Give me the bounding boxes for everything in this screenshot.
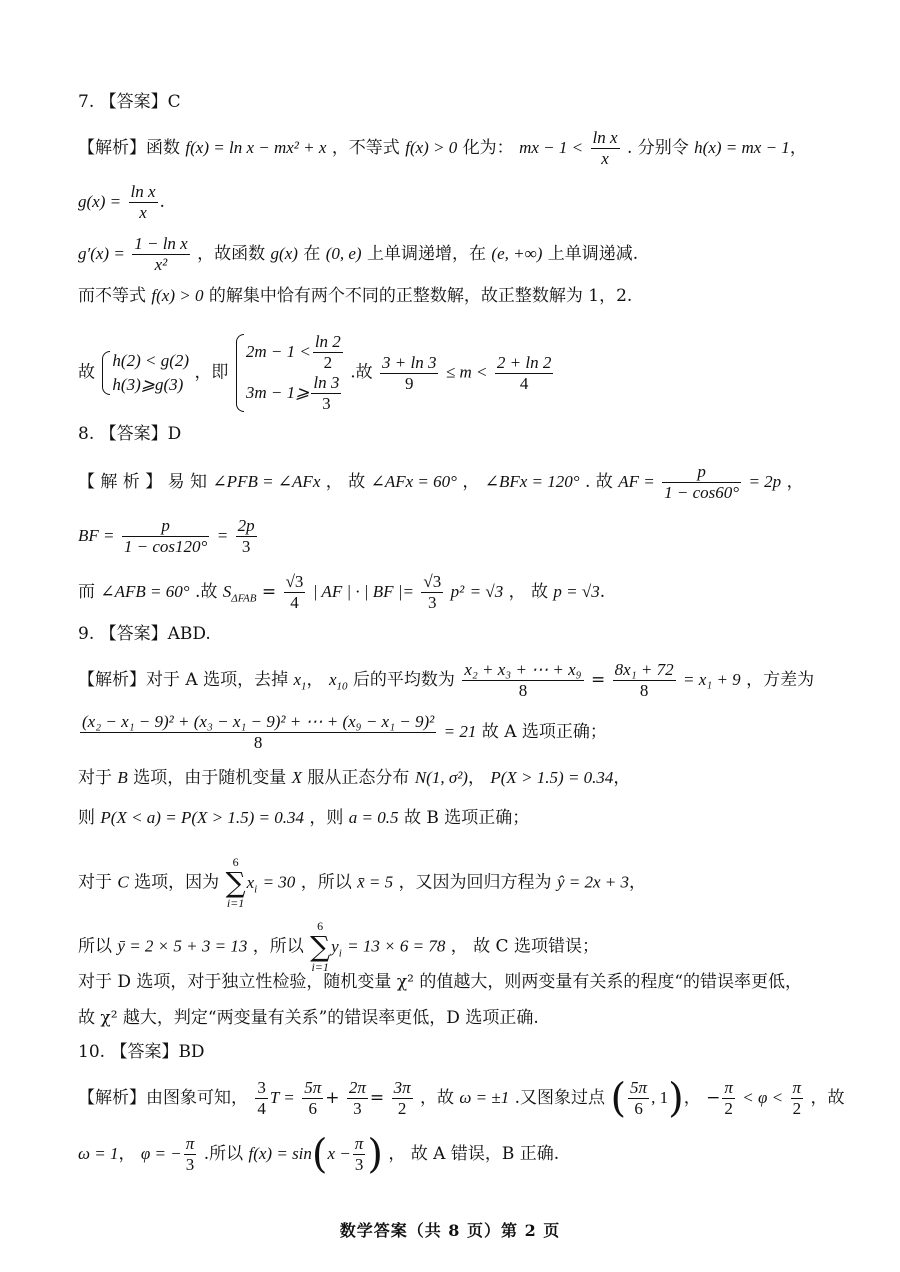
fraction-lnx-over-x: $\frac{\text{ln x}}{x}$ bbox=[130, 182, 156, 222]
text: ，即 bbox=[194, 362, 229, 383]
expression: | AF | · | BF |= bbox=[312, 582, 414, 601]
expression: BF = bbox=[78, 526, 115, 545]
fraction-af: $\frac{p}{1 - \cos 60^\circ}$ bbox=[664, 462, 740, 502]
q7-line5 bbox=[78, 332, 555, 414]
expression: mx − 1 < bbox=[519, 138, 584, 157]
fraction-variance: $\frac{\text{(x₂ − x₁ − 9)² + (x₃ − x₁ − 9)² + ⋯ + (x₉ − x₁ − 9)²}}{8}$ bbox=[82, 712, 435, 752]
probability: P(X > 1.5) = 0.34 bbox=[490, 768, 614, 787]
fraction-sqrt3-over-4: $\frac{√3}{4}$ bbox=[285, 572, 304, 612]
text: . 故 bbox=[584, 472, 613, 492]
inequality: f(x) > 0 bbox=[151, 286, 204, 305]
summation-x: 6 ∑ i=1 bbox=[225, 855, 246, 910]
text: ， 故 bbox=[325, 472, 366, 492]
text: . 分别令 bbox=[626, 138, 689, 158]
q9-line8: 故 χ² 越大，判定“两变量有关系”的错误率更低，D 选项正确. bbox=[78, 1008, 539, 1028]
text: .故 bbox=[194, 582, 218, 602]
regression-equation: ŷ = 2x + 3 bbox=[556, 872, 630, 892]
q8-line1: 【 解 析 】 易 知 ∠PFB = ∠AFx ， 故 ∠AFx = 60° ， ∠BFx = 120° . 故 AF = $\frac{p}{1 - \cos 60^\circ}$ = 2p ， bbox=[78, 462, 804, 502]
fraction-sqrt3-over-3: $\frac{√3}{3}$ bbox=[423, 572, 442, 612]
q9-line2: $\frac{\text{(x₂ − x₁ − 9)² + (x₃ − x₁ − 9)² + ⋯ + (x₉ − x₁ − 9)²}}{8}$ = 21 故 A 选项正确； bbox=[82, 712, 607, 752]
text: .故 bbox=[350, 362, 373, 383]
fraction-derivative: $\frac{\text{1 − ln x}}{\text{x²}}$ bbox=[134, 234, 188, 274]
g-definition: g(x) = bbox=[78, 192, 122, 211]
q9-line3: 对于 B 选项，由于随机变量 X 服从正态分布 N(1, σ²)， P(X > 1.5) = 0.34， bbox=[78, 768, 631, 788]
inequality: f(x) > 0 bbox=[405, 138, 458, 157]
q9-line6: 所以 ȳ = 2 × 5 + 3 = 13 ，所以 6 ∑ $i=1y_i = 13 \times 6 = 78$ ， 故 C 选项错误； bbox=[78, 919, 599, 974]
expression: ≤ m < bbox=[445, 362, 488, 382]
system-of-inequalities: 2m − 1 < $\frac{\ln 2}{2}$ 3m − 1⩾ $\frac{\ln 3}{3}$ bbox=[234, 332, 345, 414]
text: 在 bbox=[303, 244, 321, 264]
q7-heading: 7. 【答案】C bbox=[78, 92, 181, 112]
function-definition: f(x) = ln x − mx² + x bbox=[185, 138, 327, 157]
q7-line4 bbox=[78, 284, 632, 308]
text: 【 解 析 】 易 知 bbox=[78, 472, 208, 492]
text: ，故函数 bbox=[197, 244, 266, 264]
summation-y: 6 ∑ i=1 bbox=[310, 919, 331, 974]
angle-equation: ∠BFx = 120° bbox=[484, 472, 580, 491]
text: 的解集中恰有两个不同的正整数解，故正整数解为 1，2. bbox=[208, 286, 633, 306]
fraction-pi-over-2: $\frac{\pi}{2}$ bbox=[724, 1078, 733, 1118]
q10-heading: 10. 【答案】BD bbox=[78, 1042, 205, 1062]
omega-value: ω = 1 bbox=[78, 1144, 119, 1163]
text: 【解析】对于 A 选项，去掉 bbox=[78, 670, 289, 690]
q9-heading: 9. 【答案】ABD. bbox=[78, 624, 211, 644]
fraction-bf: $\frac{p}{1 - \cos 120^\circ}$ bbox=[123, 516, 208, 556]
q8-line3: 而 ∠AFB = 60° .故 $S_{\Delta FAB}$ = $\frac{√3}{4}$ | AF | · | BF |= $\frac{√3}{3}$ p² = √3 ， 故 p = √3. bbox=[78, 572, 606, 612]
text: ，不等式 bbox=[331, 138, 400, 158]
fraction-2pi-over-3: $\frac{2\pi}{3}$ bbox=[348, 1078, 366, 1118]
q9-line5: 对于 C 选项，因为 6 ∑ $i=1x_i = 30$ ，所以 x̄ = 5 ，又因为回归方程为 ŷ = 2x + 3， bbox=[78, 855, 647, 910]
angle-equation: ∠PFB = ∠AFx bbox=[212, 472, 321, 491]
q7-line3 bbox=[78, 234, 638, 275]
expression: = 2p bbox=[748, 472, 782, 491]
angle-equation: ∠AFx = 60° bbox=[370, 472, 457, 491]
system-of-inequalities: h(2) < g(2) h(3)⩾g(3) bbox=[100, 349, 189, 397]
omega-value: ω = ±1 bbox=[459, 1088, 510, 1107]
interval: (0, e) bbox=[325, 244, 362, 263]
fraction-mean: $\frac{\text{x₂ + x₃ + ⋯ + x₉}}{8}$ bbox=[464, 660, 582, 700]
q7-line2: g(x) = $\frac{\text{ln x}}{x}$ . bbox=[78, 182, 165, 222]
q9-line4: 则 P(X < a) = P(X > 1.5) = 0.34 ，则 a = 0.5 故 B 选项正确； bbox=[78, 808, 530, 828]
fraction-pi-over-3: $\frac{\pi}{3}$ bbox=[185, 1134, 195, 1174]
expression: AF = bbox=[618, 472, 655, 491]
fraction-3pi-over-2: $\frac{3\pi}{2}$ bbox=[393, 1078, 411, 1118]
fraction-3-over-4: $\frac{3}{4}$ bbox=[257, 1078, 266, 1118]
mean-y: ȳ = 2 × 5 + 3 = 13 bbox=[117, 936, 248, 956]
interval: (e, +∞) bbox=[491, 244, 543, 263]
text: 故 A 选项正确； bbox=[481, 722, 607, 742]
q7-line1: 【解析】函数 f(x) = ln x − mx² + x ，不等式 f(x) > 0 化为： mx − 1 < $\frac{\text{ln x}}{x}$ . 分别令 h(x) = mx − 1， bbox=[78, 128, 807, 168]
expression: g(x) bbox=[270, 244, 298, 263]
probability: P(X < a) = P(X > 1.5) = 0.34 bbox=[100, 808, 304, 827]
g-derivative: g′(x) = bbox=[78, 244, 125, 263]
text: 而 bbox=[78, 582, 95, 602]
q10-line2: ω = 1， φ = − $\frac{\pi}{3}$ .所以 f(x) = sin(x − $\frac{\pi}{3}$ ) ， 故 A 错误，B 正确. bbox=[78, 1131, 560, 1178]
h-definition: h(x) = mx − 1 bbox=[694, 138, 790, 157]
q8-line2: BF = $\frac{p}{1 - \cos 120^\circ}$ = $\frac{2p}{3}$ bbox=[78, 516, 255, 556]
text: 故 bbox=[78, 362, 95, 383]
phi-value: φ = − bbox=[140, 1144, 182, 1163]
normal-distribution: N(1, σ²) bbox=[414, 768, 468, 787]
text: 化为： bbox=[462, 138, 514, 158]
q8-heading: 8. 【答案】D bbox=[78, 424, 182, 444]
result: a = 0.5 bbox=[348, 808, 399, 827]
text: 【解析】函数 bbox=[78, 138, 180, 158]
angle-equation: ∠AFB = 60° bbox=[100, 582, 190, 601]
q9-line1: 【解析】对于 A 选项，去掉 $x_1$， $x_{10}$ 后的平均数为 $\frac{\text{x₂ + x₃ + ⋯ + x₉}}{8}$ = $\frac{\text{8x₁ + 72}}{8}$ = x₁ + 9 ，方差为 bbox=[78, 660, 815, 700]
fraction-2p-over-3: $\frac{2p}{3}$ bbox=[237, 516, 255, 556]
text: 上单调递增，在 bbox=[367, 244, 486, 264]
mean-x: x̄ = 5 bbox=[357, 872, 394, 892]
page-footer: 数学答案（共 8 页）第 2 页 bbox=[339, 1221, 561, 1240]
text: 而不等式 bbox=[78, 286, 146, 306]
text: ，方差为 bbox=[746, 670, 815, 690]
fraction-lnx-over-x: $\frac{\text{ln x}}{x}$ bbox=[592, 128, 618, 168]
q9-line7: 对于 D 选项，对于独立性检验，随机变量 χ² 的值越大，则两变量有关系的程度“的错误率更低， bbox=[78, 972, 803, 992]
text: 后的平均数为 bbox=[352, 670, 455, 690]
fraction-pi-over-3: $\frac{\pi}{3}$ bbox=[354, 1134, 364, 1174]
fraction-5pi-over-6: $\frac{5\pi}{6}$ bbox=[304, 1078, 322, 1118]
function-result: f(x) = sin bbox=[248, 1144, 312, 1163]
text: ， 故 bbox=[508, 582, 549, 602]
fraction-5pi-over-6: $\frac{5\pi}{6}$ bbox=[630, 1078, 648, 1118]
fraction-pi-over-2: $\frac{\pi}{2}$ bbox=[792, 1078, 802, 1118]
result: p = √3 bbox=[553, 582, 600, 601]
fraction-upper-bound: $\frac{2 + \ln 2}{4}$ bbox=[496, 352, 552, 393]
fraction-mean-simplified: $\frac{\text{8x₁ + 72}}{8}$ bbox=[614, 660, 674, 700]
text: 上单调递减. bbox=[547, 244, 639, 264]
fraction-lower-bound: $\frac{3 + \ln 3}{9}$ bbox=[382, 352, 437, 393]
q10-line1: 【解析】由图象可知， $\frac{3}{4}$ T = $\frac{5\pi}{6}$ + $\frac{2\pi}{3}$ = $\frac{3\pi}{2}$ ，故 ω = ±1 .又图象过点 ( $\frac{5\pi}{6}$ , 1)， − $\frac{\pi}{2}$ < φ < $\frac{\pi}{2}$ ，故 bbox=[78, 1075, 845, 1122]
